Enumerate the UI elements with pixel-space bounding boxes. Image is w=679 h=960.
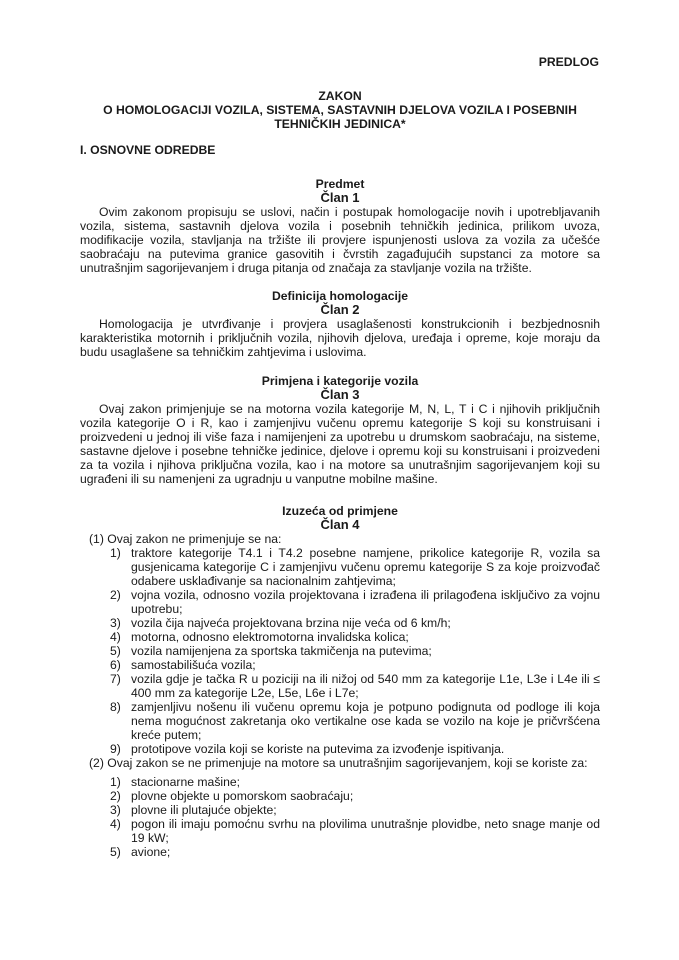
list-item: 5) avione; — [110, 845, 171, 859]
list-item: 4) motorna, odnosno elektromotorna invalidska kolica; — [110, 630, 409, 644]
list-item: 8) zamjenljivu nošenu ili vučenu opremu koja je potpuno podignuta od podloge ili koja nema mogućnost zakretanja oko vertikalne ose kada se vozilo na koje je pričvršćena kreće putem; — [110, 700, 600, 742]
article-1-heading: Predmet — [315, 177, 365, 191]
article-2-heading: Definicija homologacije — [271, 289, 409, 303]
draft-label: PREDLOG — [538, 55, 599, 69]
article-2 — [80, 289, 600, 359]
list-item: 4) pogon ili imaju pomoćnu svrhu na plovilima unutrašnje plovidbe, neto snage manje od 19 kW; — [110, 817, 600, 845]
article-3-number: Član 3 — [320, 387, 360, 402]
law-title-line-2: O HOMOLOGACIJI VOZILA, SISTEMA, SASTAVNIH DJELOVA VOZILA I POSEBNIH — [103, 103, 577, 117]
article-4-paragraph-1-intro: (1) Ovaj zakon ne primenjuje se na: — [89, 532, 282, 546]
list-item: 3) plovne ili plutajuće objekte; — [110, 803, 277, 817]
list-item: 7) vozila gdje je tačka R u poziciji na ili nižoj od 540 mm za kategorije L1e, L3e i L4e ili ≤ 400 mm za kategorije L2e, L5e, L6e i L7e; — [110, 672, 600, 700]
article-4-number: Član 4 — [320, 517, 360, 532]
list-item: 6) samostabilišuća vozila; — [110, 658, 256, 672]
list-item: 5) vozila namijenjena za sportska takmičenja na putevima; — [110, 644, 432, 658]
article-4-paragraph-2-intro: (2) Ovaj zakon se ne primenjuje na motore sa unutrašnjim sagorijevanjem, koji se koriste za: — [89, 756, 588, 770]
article-heading — [80, 504, 600, 532]
list-item: 3) vozila čija najveća projektovana brzina nije veća od 6 km/h; — [110, 616, 451, 630]
article-3-heading: Primjena i kategorije vozila — [261, 374, 419, 388]
exemptions-list — [80, 546, 600, 756]
article-heading — [80, 177, 600, 205]
list-item: 2) plovne objekte u pomorskom saobraćaju; — [110, 789, 354, 803]
article-4-heading: Izuzeća od primjene — [282, 504, 398, 518]
article-heading — [80, 289, 600, 317]
list-item: 2) vojna vozila, odnosno vozila projektovana i izrađena ili prilagođena isključivo za vojnu upotrebu; — [110, 588, 600, 616]
engine-exemptions-list — [80, 775, 600, 859]
law-title-line-3: TEHNIČKIH JEDINICA* — [274, 117, 406, 131]
list-item: 1) traktore kategorije T4.1 i T4.2 posebne namjene, prikolice kategorije R, vozila sa gusjenicama kategorije C i zamjenjivu vučenu opremu kategorije S za koje proizvođač odabere usklađivanje sa nacionalnim zahtjevima; — [110, 546, 600, 588]
list-item: 9) prototipove vozila koji se koriste na putevima za izvođenje ispitivanja. — [110, 742, 505, 756]
article-2-text: Homologacija je utvrđivanje i provjera usaglašenosti konstrukcionih i bezbjednosnih karakteristika motornih i priključnih vozila, njihovih djelova, uređaja i opreme, koje moraju da budu usaglašene sa tehničkim zahtjevima i uslovima. — [80, 317, 600, 359]
law-title-line-1: ZAKON — [318, 89, 362, 103]
article-3-text: Ovaj zakon primjenjuje se na motorna vozila kategorije M, N, L, T i C i njihovih priključnih vozila kategorije O i R, kao i zamjenjivu vučenu opremu kategorije S koji su konstruisani i proizvedeni u jednoj ili više faza i namijenjeni za upotrebu u drumskom saobraćaju, na sisteme, sastavne djelove i posebne tehničke jedinice, djelove i opremu koji su konstruisani i proizvedeni za ta vozila i njihova priključna vozila, kao i na motore sa unutrašnjim sagorijevanjem koji su ugrađeni ili su namenjeni za ugradnju u vanputne mobilne mašine. — [80, 402, 600, 486]
article-3 — [80, 374, 600, 486]
article-1-text: Ovim zakonom propisuju se uslovi, način i postupak homologacije novih i upotrebljavanih vozila, sistema, sastavnih djelova vozila i posebnih tehničkih jedinica, prilikom uvoza, modifikacije vozila, stavljanja na tržište ili provjere ispunjenosti uslova za vozila za učešće saobraćaju na putevima granice gasovitih i čvrstih zagađujućih supstanci za motore sa unutrašnjim sagorijevanjem i druga pitanja od značaja za stavljanje vozila na tržište. — [80, 205, 600, 275]
article-1-number: Član 1 — [320, 190, 360, 205]
article-2-number: Član 2 — [320, 302, 360, 317]
article-heading — [80, 374, 600, 402]
article-1 — [80, 177, 600, 275]
section-title: I. OSNOVNE ODREDBE — [80, 143, 216, 157]
law-title — [80, 89, 600, 131]
article-4 — [80, 504, 600, 859]
list-item: 1) stacionarne mašine; — [110, 775, 241, 789]
